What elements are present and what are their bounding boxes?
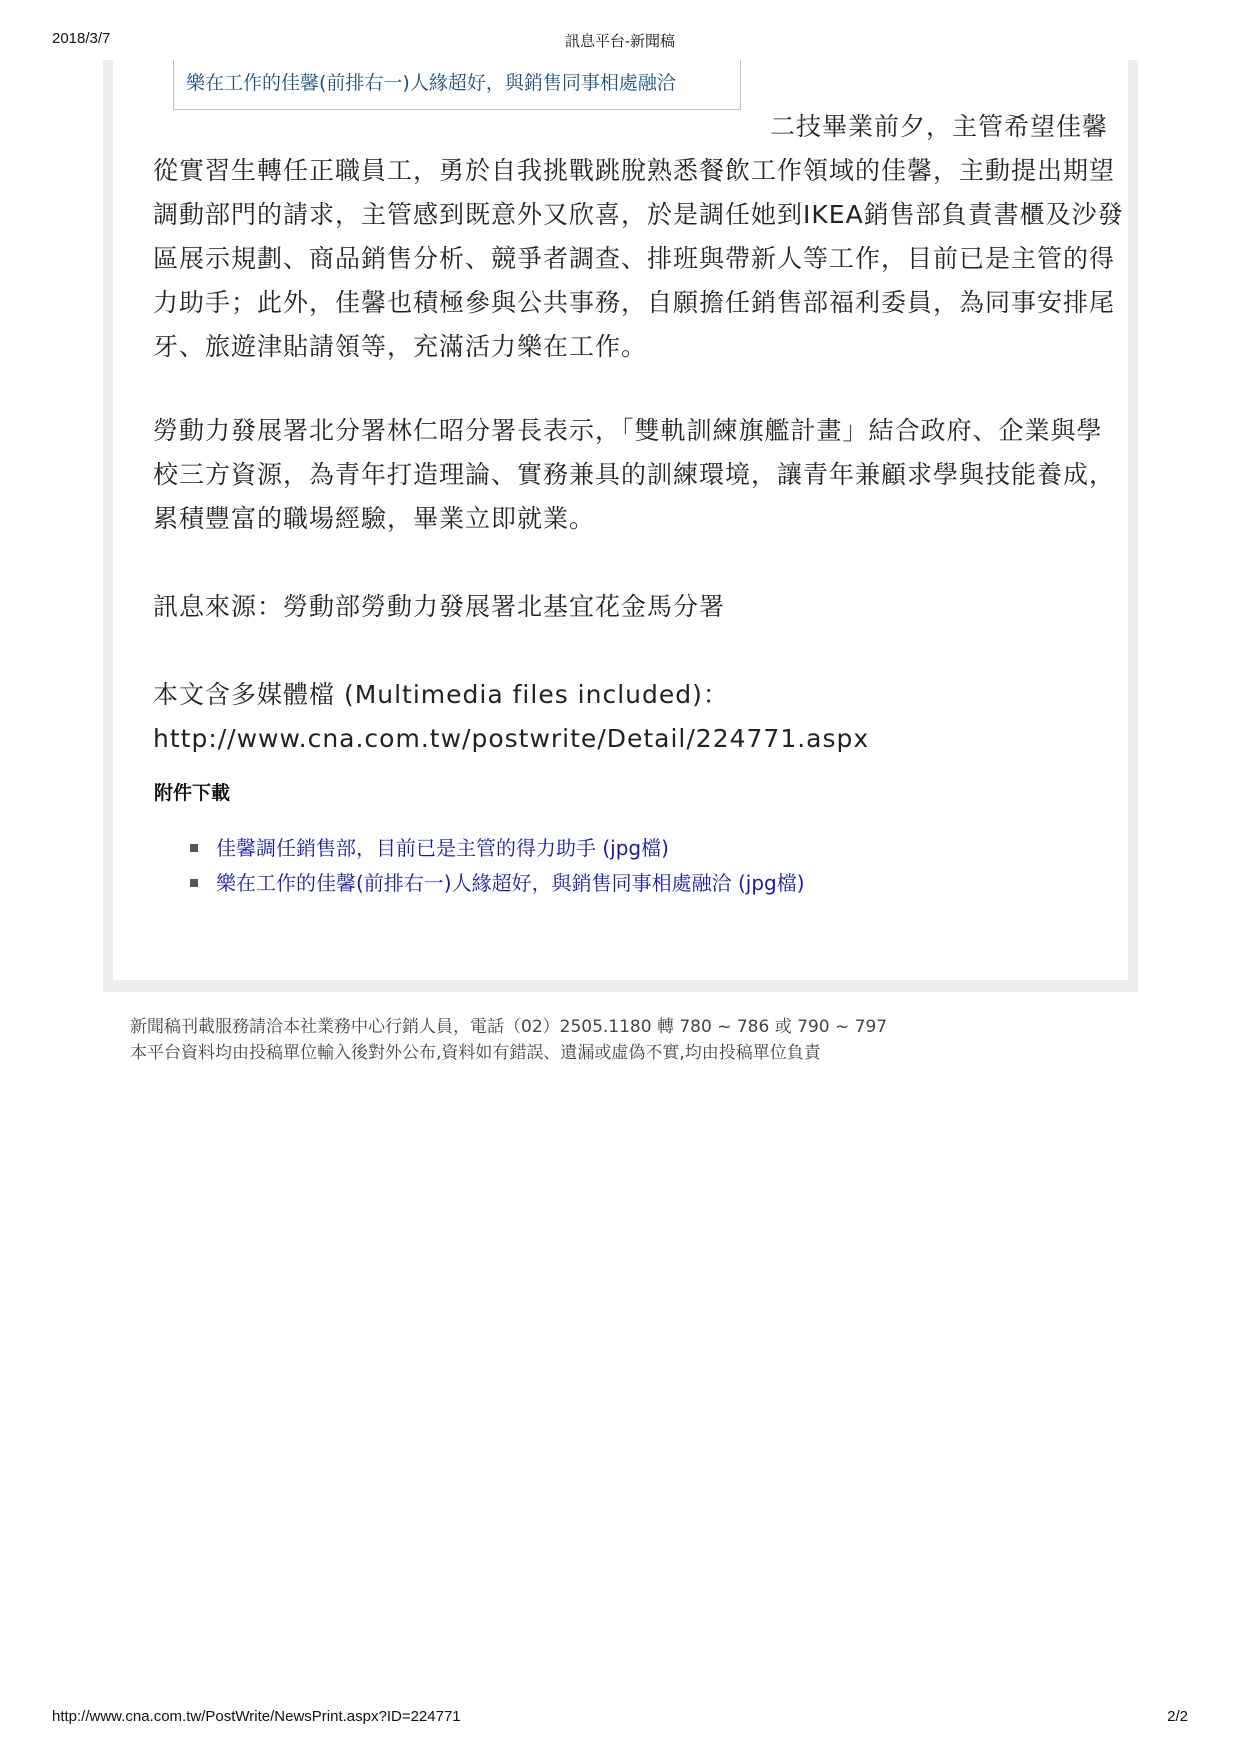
image-caption: 樂在工作的佳馨(前排右一)人緣超好，與銷售同事相處融洽 [173,60,741,110]
paragraph-1 [153,105,1124,369]
attachment-link[interactable]: 樂在工作的佳馨(前排右一)人緣超好，與銷售同事相處融洽 (jpg檔) [216,871,805,895]
attachment-item [190,867,805,902]
attachments-list [190,832,805,902]
multimedia-label: 本文含多媒體檔 (Multimedia files included)： [153,680,729,709]
content-panel [103,60,1138,992]
article-body [113,60,1128,980]
paragraph-line: 力助手；此外，佳馨也積極參與公共事務，自願擔任銷售部福利委員，為同事安排尾 [153,288,1116,317]
paragraph-2 [153,409,1116,541]
attachment-link[interactable]: 佳馨調任銷售部，目前已是主管的得力助手 (jpg檔) [216,836,669,860]
paragraph-line: 累積豐富的職場經驗，畢業立即就業。 [153,504,596,533]
square-bullet-icon [190,844,198,852]
paragraph-line: 調動部門的請求，主管感到既意外又欣喜，於是調任她到IKEA銷售部負責書櫃及沙發 [153,200,1124,229]
page-number: 2/2 [1167,1708,1188,1725]
print-header [0,30,1240,52]
paragraph-line: 從實習生轉任正職員工，勇於自我挑戰跳脫熟悉餐飲工作領域的佳馨，主動提出期望 [153,156,1116,185]
paragraph-line: 勞動力發展署北分署林仁昭分署長表示，「雙軌訓練旗艦計畫」結合政府、企業與學 [153,416,1103,445]
multimedia-note [153,673,1083,761]
attachment-item [190,832,805,867]
print-footer [0,1708,1240,1730]
print-page-title: 訊息平台-新聞稿 [565,33,675,50]
multimedia-url: http://www.cna.com.tw/postwrite/Detail/224771.aspx [153,724,870,753]
notice-line: 新聞稿刊載服務請洽本社業務中心行銷人員，電話（02）2505.1180 轉 780 ~ 786 或 790 ~ 797 [130,1017,888,1037]
attachments-heading: 附件下載 [154,782,231,804]
source-line [153,585,1083,629]
paragraph-line: 二技畢業前夕，主管希望佳馨 [770,112,1109,141]
print-date: 2018/3/7 [52,30,111,47]
print-url: http://www.cna.com.tw/PostWrite/NewsPrint.aspx?ID=224771 [52,1708,461,1725]
square-bullet-icon [190,879,198,887]
service-notice [130,1014,887,1066]
source-text: 訊息來源：勞動部勞動力發展署北基宜花金馬分署 [153,592,726,621]
paragraph-line: 校三方資源，為青年打造理論、實務兼具的訓練環境，讓青年兼顧求學與技能養成， [153,460,1116,489]
notice-line: 本平台資料均由投稿單位輸入後對外公布,資料如有錯誤、遺漏或虛偽不實,均由投稿單位負責 [130,1043,821,1063]
paragraph-line: 牙、旅遊津貼請領等，充滿活力樂在工作。 [153,332,648,361]
paragraph-line: 區展示規劃、商品銷售分析、競爭者調查、排班與帶新人等工作，目前已是主管的得 [153,244,1116,273]
